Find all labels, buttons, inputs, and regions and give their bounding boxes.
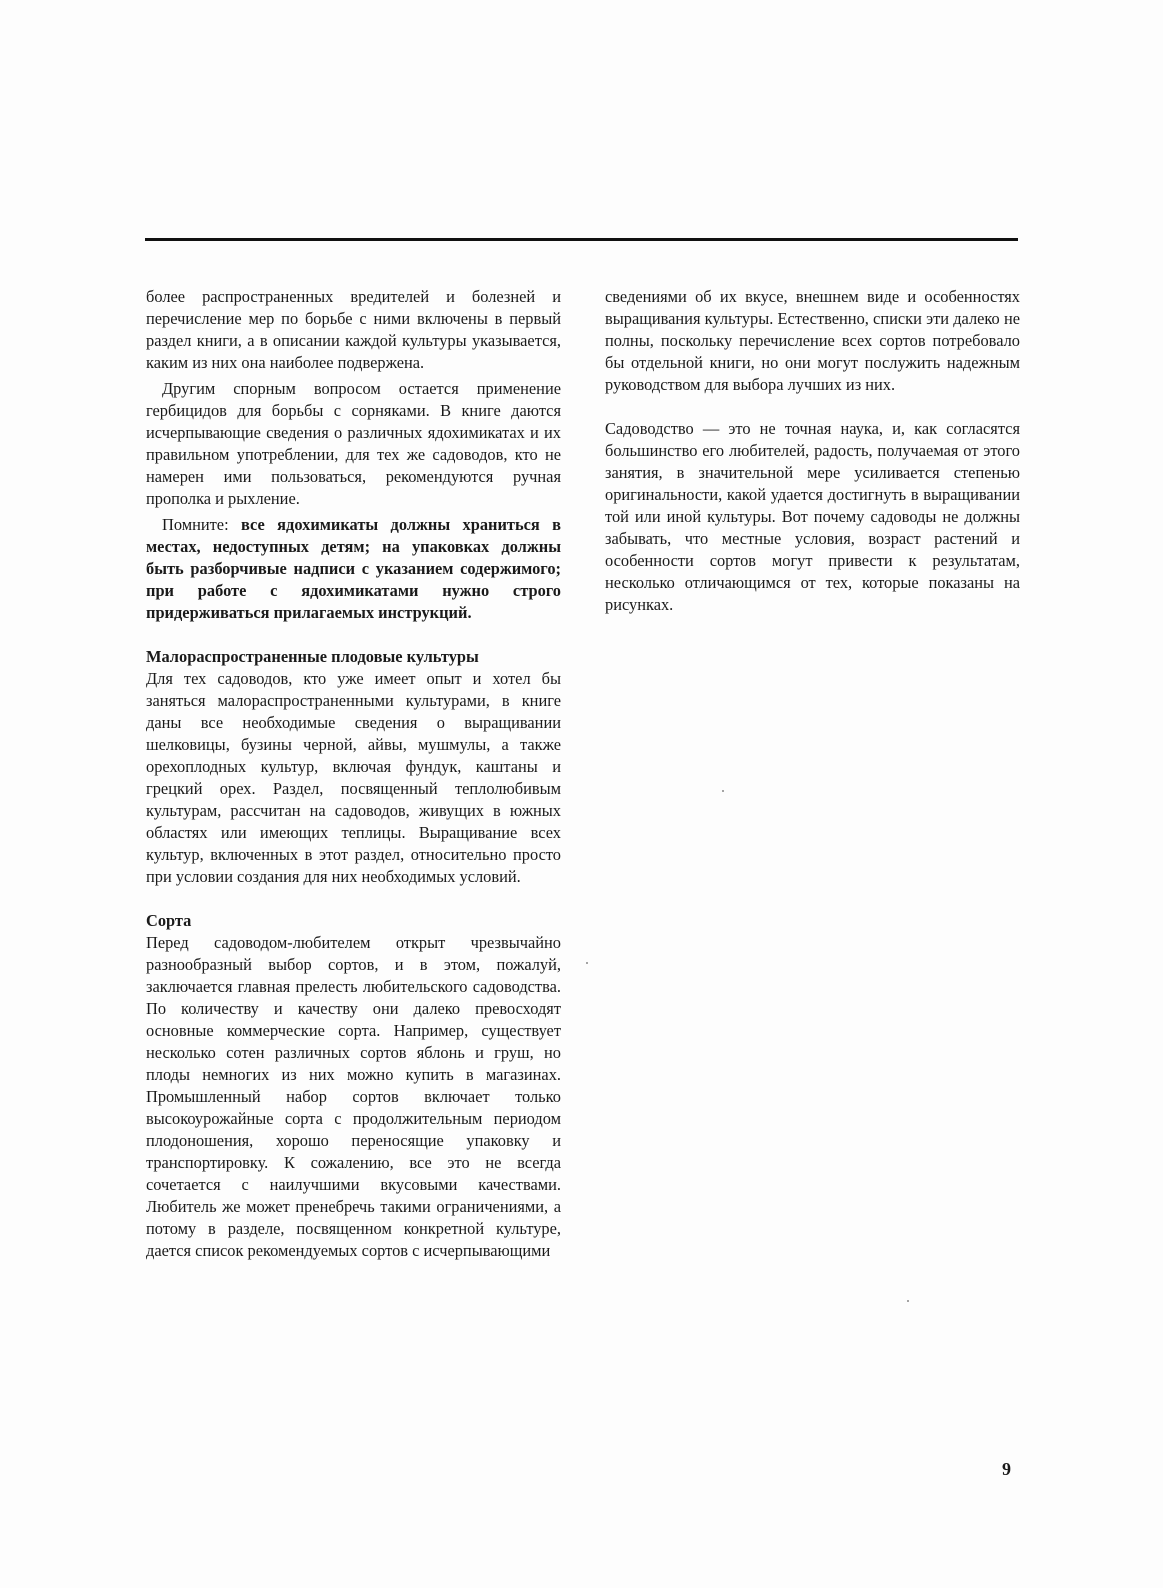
right-column [605,286,1020,616]
warning-lead: Помните: [162,515,241,534]
scan-speck [586,962,588,964]
scan-speck [722,790,724,792]
paragraph-variety-info: сведениями об их вкусе, внешнем виде и особенностях выращивания культуры. Естественно, списки эти далеко не полны, поскольку перечисление всех сортов потребовало бы отдельной книги, но они могут послужить надежным руководством для выбора лучших из них. [605,287,1020,394]
paragraph-gardening-art: Садоводство — это не точная наука, и, как согласятся большинство его любителей, радость, получаемая от этого занятия, в значительной мере усиливается степенью оригинальности, какой удается достигнуть в выращивании той или иной культуры. Вот почему садоводы не должны забывать, что местные условия, возраст растений и особенности сортов могут привести к результатам, несколько отличающимся от тех, которые показаны на рисунках. [605,419,1020,614]
paragraph-rare-crops: Для тех садоводов, кто уже имеет опыт и хотел бы заняться малораспространенными культурами, в книге даны все необходимые сведения о выращивании шелковицы, бузины черной, айвы, мушмулы, а также орехоплодных культур, включая фундук, каштаны и грецкий орех. Раздел, посвященный теплолюбивым культурам, рассчитан на садоводов, живущих в южных областях или имеющих теплицы. Выращивание всех культур, включенных в этот раздел, относительно просто при условии создания для них необходимых условий. [146,669,561,886]
page-number: 9 [1002,1459,1011,1479]
heading-varieties: Сорта [146,911,192,930]
heading-rare-fruit-crops: Малораспространенные плодовые культуры [146,647,479,666]
paragraph-warning [146,514,561,624]
warning-bold-text: все ядохимикаты должны храниться в местах, недоступных детям; на упаковках должны быть разборчивые надписи с указанием содержимого; при работе с ядохимикатами нужно строго придерживаться прилагаемых инструкций. [146,515,561,622]
paragraph-pests: более распространенных вредителей и болезней и перечисление мер по борьбе с ними включены в первый раздел книги, а в описании каждой культуры указывается, каким из них она наиболее подвержена. [146,287,561,372]
paragraph-varieties: Перед садоводом-любителем открыт чрезвычайно разнообразный выбор сортов, и в этом, пожалуй, заключается главная прелесть любительского садоводства. По количеству и качеству они далеко превосходят основные коммерческие сорта. Например, существует несколько сотен различных сортов яблонь и груш, но плоды немногих из них можно купить в магазинах. Промышленный набор сортов включает только высокоурожайные сорта с продолжительным периодом плодоношения, хорошо переносящие упаковку и транспортировку. К сожалению, все это не всегда сочетается с наилучшими вкусовыми качествами. Любитель же может пренебречь такими ограничениями, а потому в разделе, посвященном конкретной культуре, дается список рекомендуемых сортов с исчерпывающими [146,933,561,1260]
scan-speck [907,1300,909,1302]
left-column [146,286,561,1262]
top-horizontal-rule [145,238,1018,241]
paragraph-herbicides: Другим спорным вопросом остается применение гербицидов для борьбы с сорняками. В книге даются исчерпывающие сведения о различных ядохимикатах и их правильном употреблении, для тех же садоводов, кто не намерен ими пользоваться, рекомендуются ручная прополка и рыхление. [146,379,561,508]
